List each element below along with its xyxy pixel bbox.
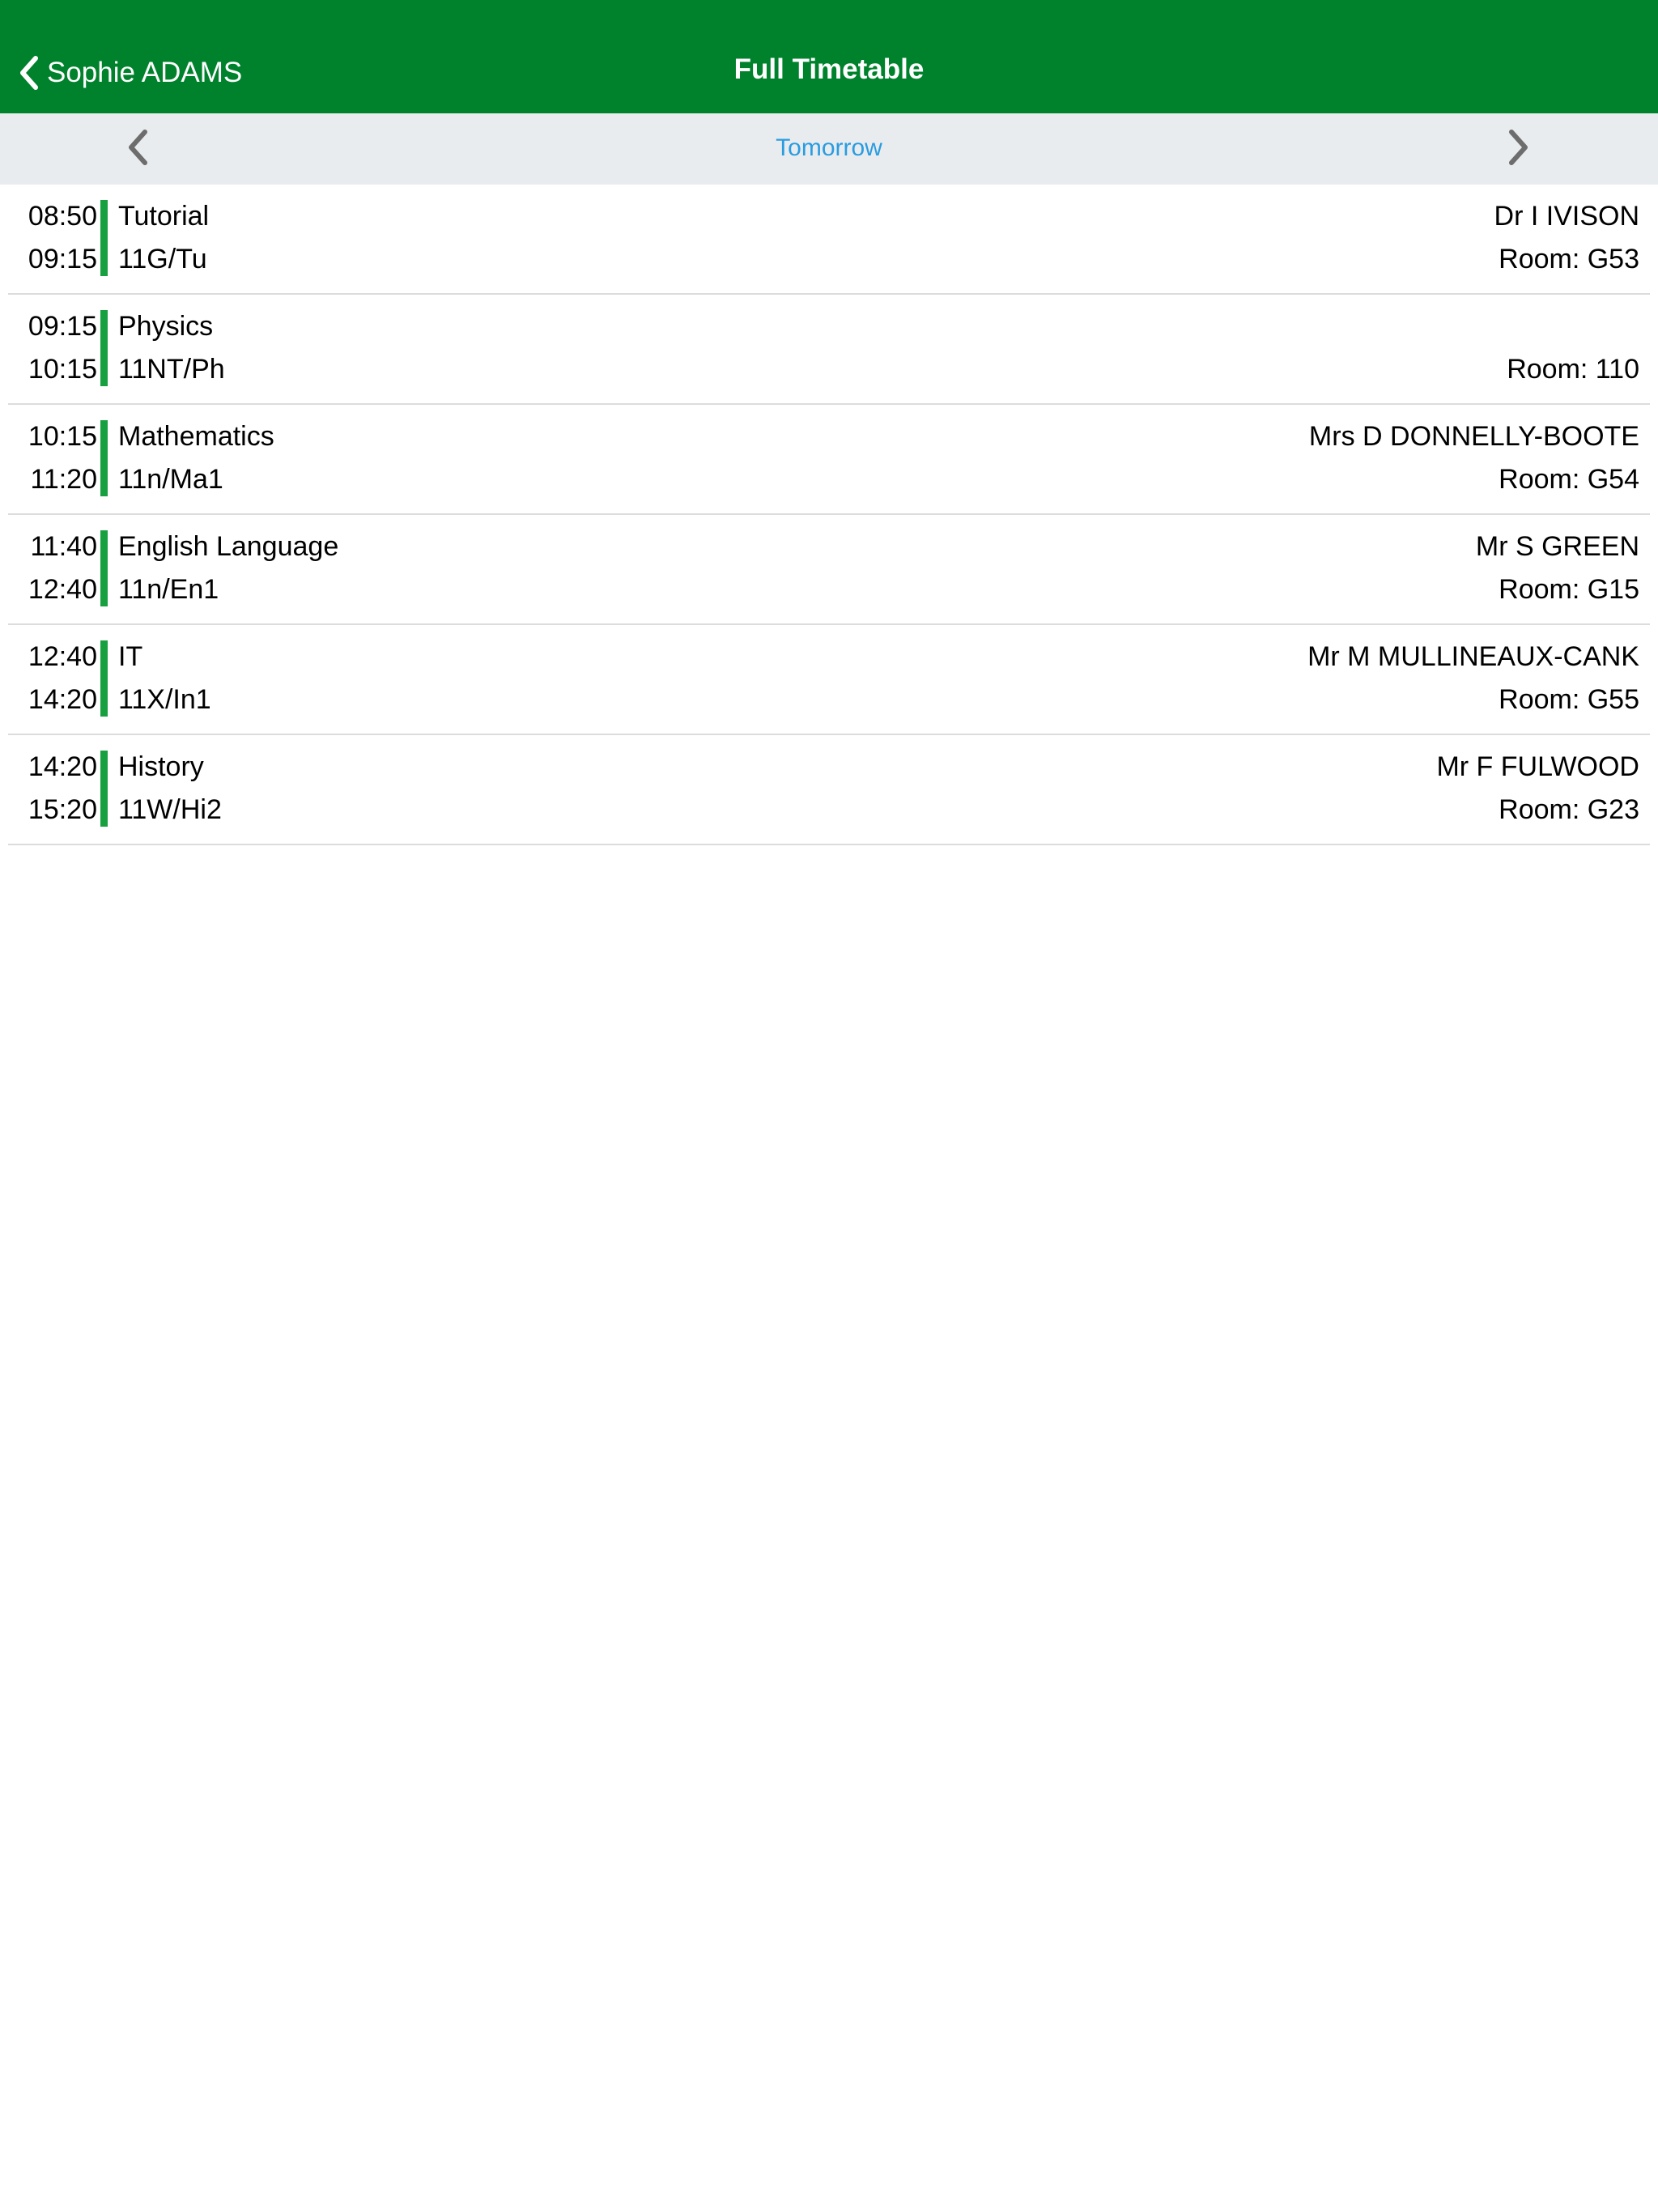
lesson-row[interactable]: [8, 185, 1650, 295]
subject-name: English Language: [118, 531, 339, 562]
start-time: 11:40: [30, 531, 97, 562]
lesson-list: [0, 185, 1658, 845]
end-time: 15:20: [28, 794, 97, 825]
room-label: Room: G55: [1499, 684, 1639, 715]
teacher-name: Mr S GREEN: [1475, 531, 1639, 562]
room-label: Room: 110: [1507, 354, 1639, 385]
end-time: 14:20: [28, 684, 97, 715]
subject-name: Physics: [118, 311, 214, 342]
lesson-color-bar: [100, 751, 108, 827]
lesson-row[interactable]: [8, 405, 1650, 515]
lesson-color-bar: [100, 530, 108, 606]
lesson-color-bar: [100, 200, 108, 276]
start-time: 10:15: [28, 421, 97, 452]
chevron-right-icon: [1507, 129, 1531, 170]
lesson-row[interactable]: [8, 625, 1650, 735]
class-group: 11X/In1: [118, 684, 211, 715]
lesson-color-bar: [100, 640, 108, 717]
date-navigator: [0, 113, 1658, 185]
lesson-color-bar: [100, 420, 108, 496]
lesson-color-bar: [100, 310, 108, 386]
subject-name: Tutorial: [118, 201, 210, 232]
start-time: 08:50: [28, 201, 97, 232]
teacher-name: Mrs D DONNELLY-BOOTE: [1308, 421, 1639, 452]
teacher-name: Mr M MULLINEAUX-CANK: [1307, 641, 1639, 672]
end-time: 10:15: [28, 354, 97, 385]
lesson-row[interactable]: [8, 295, 1650, 405]
class-group: 11W/Hi2: [118, 794, 222, 825]
class-group: 11n/Ma1: [118, 464, 223, 495]
end-time: 09:15: [28, 244, 97, 274]
start-time: 12:40: [28, 641, 97, 672]
subject-name: IT: [118, 641, 143, 672]
start-time: 14:20: [28, 751, 97, 782]
start-time: 09:15: [28, 311, 97, 342]
page-title: Full Timetable: [733, 53, 925, 85]
room-label: Room: G53: [1499, 244, 1639, 274]
class-group: 11n/En1: [118, 574, 219, 605]
navigation-bar: [0, 0, 1658, 113]
class-group: 11NT/Ph: [118, 354, 225, 385]
subject-name: Mathematics: [118, 421, 274, 452]
current-date-label[interactable]: Tomorrow: [776, 134, 882, 161]
back-label: Sophie ADAMS: [47, 57, 243, 88]
subject-name: History: [118, 751, 204, 782]
lesson-row[interactable]: [8, 515, 1650, 625]
room-label: Room: G23: [1499, 794, 1639, 825]
lesson-row[interactable]: [8, 735, 1650, 845]
teacher-name: Dr I IVISON: [1494, 201, 1639, 232]
room-label: Room: G15: [1499, 574, 1639, 605]
next-day-button[interactable]: [1494, 125, 1543, 173]
class-group: 11G/Tu: [118, 244, 207, 274]
end-time: 11:20: [30, 464, 97, 495]
teacher-name: Mr F FULWOOD: [1436, 751, 1639, 782]
room-label: Room: G54: [1499, 464, 1639, 495]
end-time: 12:40: [28, 574, 97, 605]
